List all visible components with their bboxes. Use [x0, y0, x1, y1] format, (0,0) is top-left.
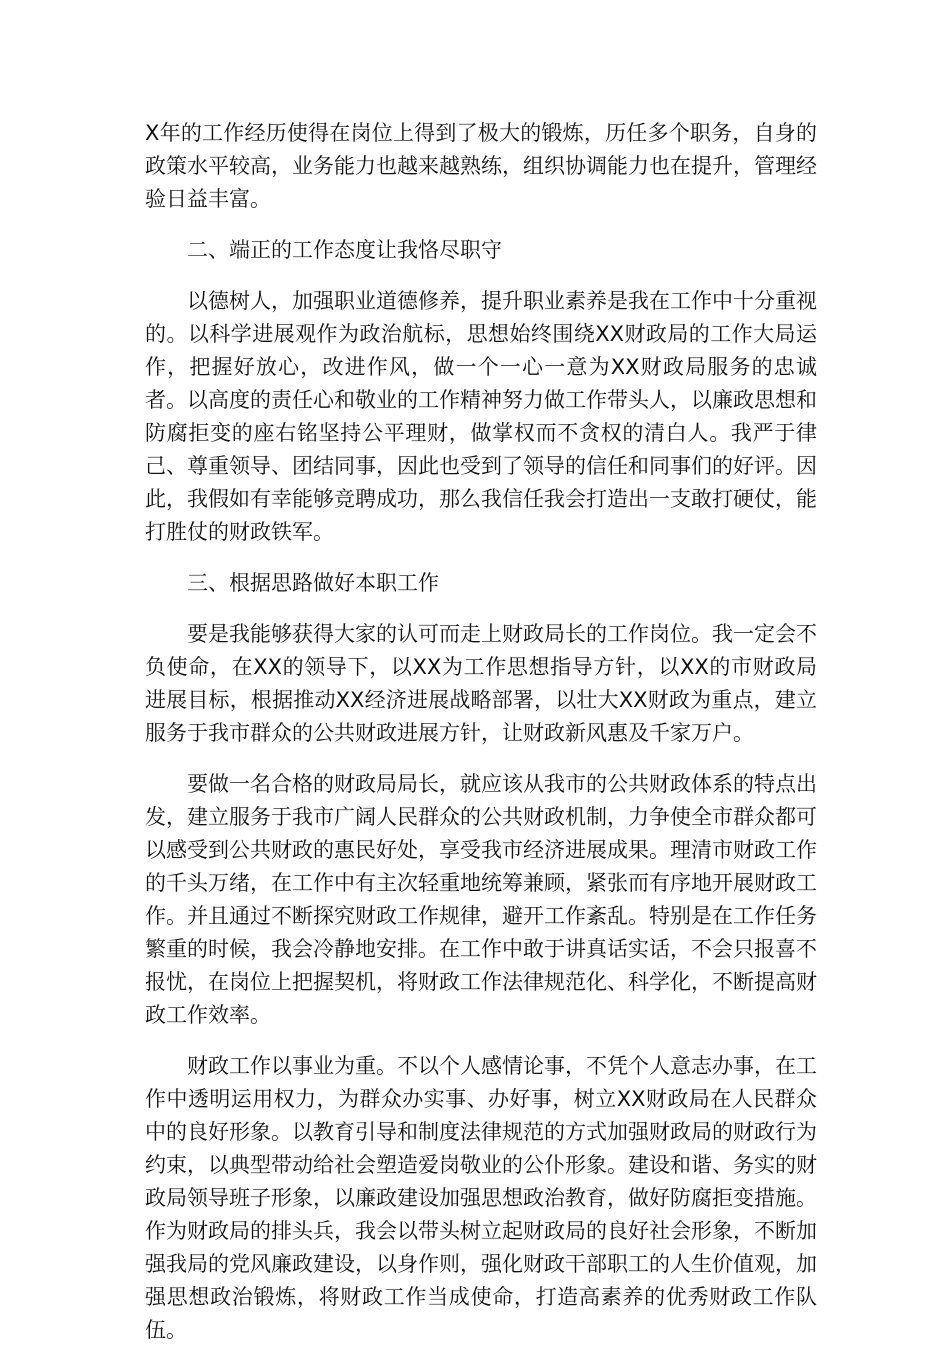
paragraph-goal: 要是我能够获得大家的认可而走上财政局长的工作岗位。我一定会不负使命，在XX的领导下，以XX为工作思想指导方针，以XX的市财政局进展目标，根据推动XX经济进展战略部署，以壮大XX财政为重点，建立服务于我市群众的公共财政进展方针，让财政新风惠及千家万户。	[145, 622, 817, 745]
paragraph-public-finance: 要做一名合格的财政局局长，就应该从我市的公共财政体系的特点出发，建立服务于我市广阔人民群众的公共财政机制，力争使全市群众都可以感受到公共财政的惠民好处，享受我市经济进展成果。理清市财政工作的千头万绪，在工作中有主次轻重地统筹兼顾，紧张而有序地开展财政工作。并且通过不断探究财政工作规律，避开工作紊乱。特别是在工作任务繁重的时候，我会冷静地安排。在工作中敢于讲真话实话，不会只报喜不报忧，在岗位上把握契机，将财政工作法律规范化、科学化，不断提高财政工作效率。	[145, 772, 817, 1027]
section-heading-3: 三、根据思路做好本职工作	[187, 571, 439, 595]
section-heading-2: 二、端正的工作态度让我恪尽职守	[187, 238, 502, 262]
paragraph-continuation: X年的工作经历使得在岗位上得到了极大的锻炼，历任多个职务，自身的政策水平较高，业务能力也越来越熟练，组织协调能力也在提升，管理经验日益丰富。	[145, 121, 817, 211]
paragraph-work-attitude: 以德树人，加强职业道德修养，提升职业素养是我在工作中十分重视的。以科学进展观作为政治航标，思想始终围绕XX财政局的工作大局运作，把握好放心，改进作风，做一个一心一意为XX财政局服务的忠诚者。以高度的责任心和敬业的工作精神努力做工作带头人，以廉政思想和防腐拒变的座右铭坚持公平理财，做掌权而不贪权的清白人。我严于律己、尊重领导、团结同事，因此也受到了领导的信任和同事们的好评。因此，我假如有幸能够竞聘成功，那么我信任我会打造出一支敢打硬仗，能打胜仗的财政铁军。	[145, 289, 817, 544]
paragraph-career: 财政工作以事业为重。不以个人感情论事，不凭个人意志办事，在工作中透明运用权力，为群众办实事、办好事，树立XX财政局在人民群众中的良好形象。以教育引导和制度法律规范的方式加强财政局的财政行为约束，以典型带动给社会塑造爱岗敬业的公仆形象。建设和谐、务实的财政局领导班子形象，以廉政建设加强思想政治教育，做好防腐拒变措施。作为财政局的排头兵，我会以带头树立起财政局的良好社会形象，不断加强我局的党风廉政建设，以身作则，强化财政干部职工的人生价值观，加强思想政治锻炼，将财政工作当成使命，打造高素养的优秀财政工作队伍。	[145, 1054, 817, 1342]
document-body	[145, 117, 817, 1365]
